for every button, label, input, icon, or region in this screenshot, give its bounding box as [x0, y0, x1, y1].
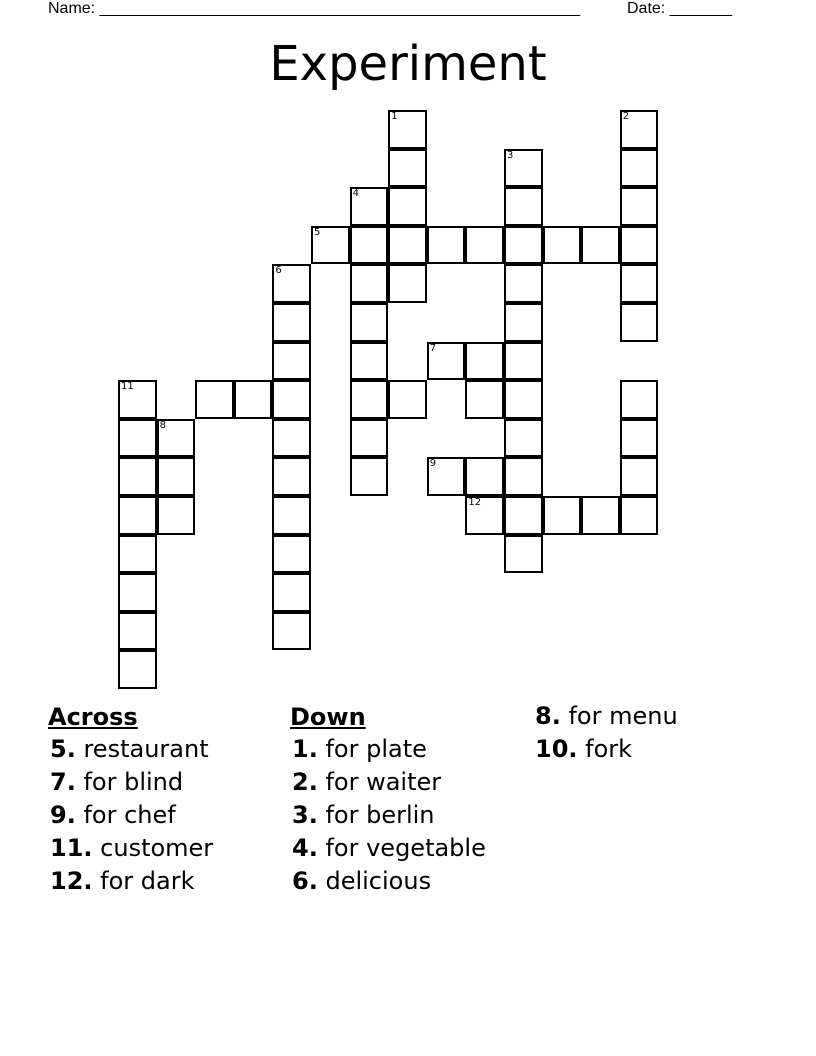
grid-cell[interactable]: [504, 342, 543, 381]
grid-cell[interactable]: [465, 226, 504, 265]
grid-cell[interactable]: [272, 264, 311, 303]
grid-cell[interactable]: [504, 149, 543, 188]
grid-cell[interactable]: [118, 612, 157, 651]
clue-item: [50, 801, 284, 829]
clue-item: [50, 768, 284, 796]
cell-number: 4: [352, 188, 359, 200]
grid-cell[interactable]: [620, 226, 659, 265]
grid-cell[interactable]: [272, 419, 311, 458]
cell-number: 9: [429, 458, 437, 470]
clue-item: [50, 867, 284, 895]
grid-cell[interactable]: [272, 496, 311, 535]
clue-text: customer: [100, 834, 214, 862]
grid-cell[interactable]: [620, 457, 659, 496]
cell-number: 7: [429, 342, 437, 354]
clue-text: fork: [585, 735, 633, 763]
across-clue-list: [48, 735, 284, 895]
cell-number: 12: [468, 497, 482, 508]
grid-cell[interactable]: [195, 380, 234, 419]
clue-text: for berlin: [325, 801, 435, 829]
grid-cell[interactable]: [388, 380, 427, 419]
cell-number: 8: [159, 419, 166, 431]
cell-number: 2: [622, 111, 630, 122]
grid-cell[interactable]: [157, 457, 196, 496]
grid-cell[interactable]: [620, 264, 659, 303]
grid-cell[interactable]: [504, 419, 543, 458]
grid-cell[interactable]: [272, 457, 311, 496]
grid-cell[interactable]: [388, 226, 427, 265]
grid-cell[interactable]: [620, 110, 659, 149]
grid-cell[interactable]: [504, 226, 543, 265]
cell-number: 1: [391, 111, 398, 122]
grid-cell[interactable]: [620, 303, 659, 342]
grid-cell[interactable]: [388, 187, 427, 226]
grid-cell[interactable]: [350, 419, 389, 458]
grid-cell[interactable]: [350, 303, 389, 342]
clue-text: delicious: [325, 867, 432, 895]
grid-cell[interactable]: [350, 264, 389, 303]
cell-number: 6: [275, 265, 282, 277]
clue-item: [292, 735, 526, 763]
grid-cell[interactable]: [620, 380, 659, 419]
down-clue-list-continued: [533, 702, 769, 763]
grid-cell[interactable]: [504, 303, 543, 342]
clue-number: 4.: [292, 834, 318, 862]
grid-cell[interactable]: [118, 419, 157, 458]
clue-number: 3.: [292, 801, 318, 829]
grid-cell[interactable]: [118, 457, 157, 496]
grid-cell[interactable]: [272, 573, 311, 612]
grid-cell[interactable]: [272, 612, 311, 651]
grid-cell[interactable]: [620, 187, 659, 226]
grid-cell[interactable]: [350, 457, 389, 496]
grid-cell[interactable]: [465, 380, 504, 419]
clue-number: 12.: [50, 867, 93, 895]
grid-cell[interactable]: [272, 303, 311, 342]
grid-cell[interactable]: [234, 380, 273, 419]
clue-number: 5.: [50, 735, 76, 763]
clue-item: [292, 801, 526, 829]
grid-cell[interactable]: [350, 187, 389, 226]
grid-cell[interactable]: [543, 496, 582, 535]
date-field-label: Date: _______: [627, 0, 732, 17]
grid-cell[interactable]: [388, 264, 427, 303]
grid-cell[interactable]: [504, 535, 543, 574]
grid-cell[interactable]: [465, 457, 504, 496]
clue-number: 11.: [50, 834, 93, 862]
clue-text: for blind: [83, 768, 184, 796]
grid-cell[interactable]: [311, 226, 350, 265]
grid-cell[interactable]: [388, 149, 427, 188]
grid-cell[interactable]: [272, 535, 311, 574]
clue-number: 6.: [292, 867, 318, 895]
clue-column-2: [290, 702, 526, 900]
clue-item: [292, 834, 526, 862]
grid-cell[interactable]: [272, 380, 311, 419]
grid-cell[interactable]: [350, 380, 389, 419]
grid-cell[interactable]: [427, 342, 466, 381]
grid-cell[interactable]: [118, 650, 157, 689]
grid-cell[interactable]: [504, 457, 543, 496]
grid-cell[interactable]: [620, 419, 659, 458]
clue-item: [50, 735, 284, 763]
clue-item: [50, 834, 284, 862]
clue-text: for waiter: [325, 768, 442, 796]
grid-cell[interactable]: [427, 226, 466, 265]
grid-cell[interactable]: [118, 573, 157, 612]
grid-cell[interactable]: [118, 380, 157, 419]
clue-number: 9.: [50, 801, 76, 829]
grid-cell[interactable]: [157, 419, 196, 458]
cell-number: 3: [507, 149, 514, 161]
grid-cell[interactable]: [581, 226, 620, 265]
clue-text: for vegetable: [325, 834, 486, 862]
grid-cell[interactable]: [272, 342, 311, 381]
clue-text: restaurant: [83, 735, 209, 763]
down-heading: Down: [290, 703, 366, 731]
grid-cell[interactable]: [504, 380, 543, 419]
grid-cell[interactable]: [581, 496, 620, 535]
clue-number: 2.: [292, 768, 318, 796]
page-title: Experiment: [269, 36, 547, 92]
clue-item: [535, 735, 769, 763]
clue-text: for menu: [568, 702, 678, 730]
grid-cell[interactable]: [620, 149, 659, 188]
grid-cell[interactable]: [620, 496, 659, 535]
cell-number: 11: [121, 381, 134, 393]
grid-cell[interactable]: [465, 496, 504, 535]
clue-text: for chef: [83, 801, 176, 829]
clue-text: for plate: [325, 735, 427, 763]
grid-cell[interactable]: [350, 342, 389, 381]
grid-cell[interactable]: [157, 496, 196, 535]
grid-cell[interactable]: [388, 110, 427, 149]
clue-text: for dark: [100, 867, 195, 895]
clue-number: 1.: [292, 735, 318, 763]
grid-cell[interactable]: [504, 496, 543, 535]
grid-cell[interactable]: [504, 264, 543, 303]
down-clue-list: [290, 735, 526, 895]
clue-item: [292, 867, 526, 895]
cell-number: 5: [314, 226, 321, 238]
grid-cell[interactable]: [504, 187, 543, 226]
grid-cell[interactable]: [118, 535, 157, 574]
clue-column-3: [533, 702, 769, 768]
grid-cell[interactable]: [350, 226, 389, 265]
clue-item: [292, 768, 526, 796]
clue-number: 7.: [50, 768, 76, 796]
clue-column-1: [48, 702, 284, 900]
grid-cell[interactable]: [427, 457, 466, 496]
name-field-label: Name: ______________________________________________________: [48, 0, 581, 17]
clue-item: [535, 702, 769, 730]
grid-cell[interactable]: [118, 496, 157, 535]
clue-number: 8.: [535, 702, 561, 730]
across-heading: Across: [48, 703, 138, 731]
grid-cell[interactable]: [543, 226, 582, 265]
grid-cell[interactable]: [465, 342, 504, 381]
clue-number: 10.: [535, 735, 578, 763]
